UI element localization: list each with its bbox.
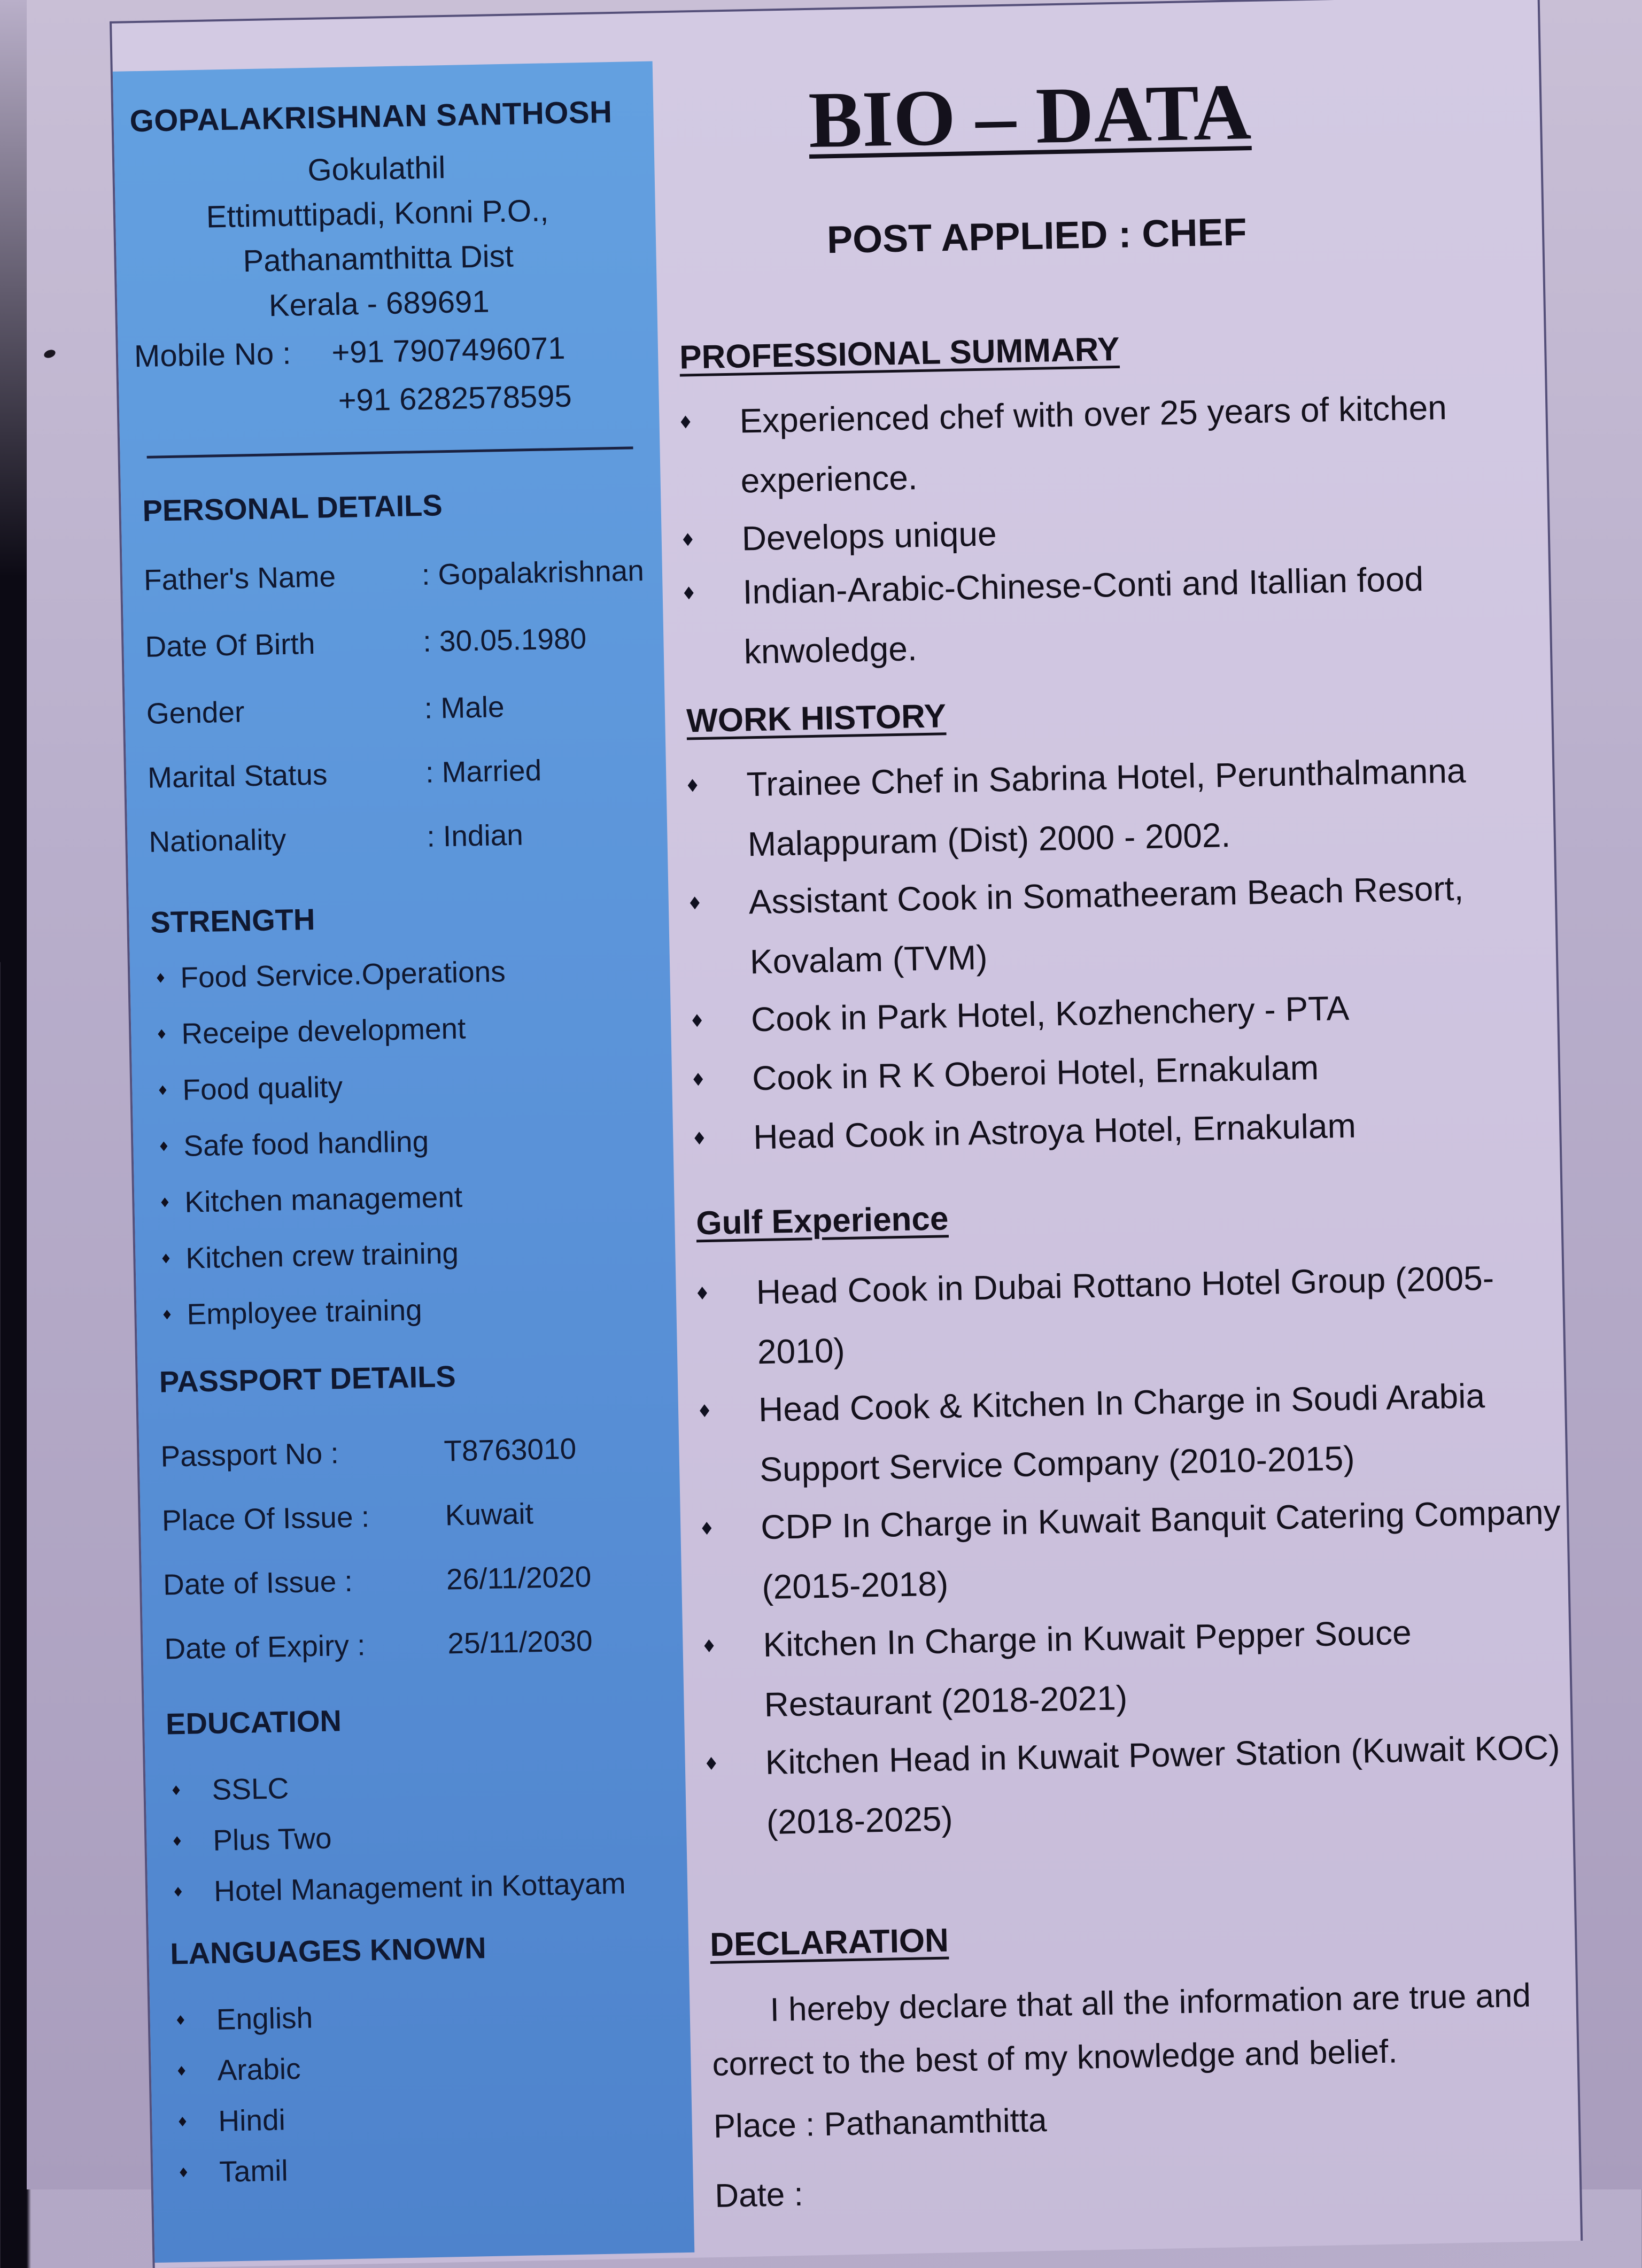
diamond-bullet-icon xyxy=(160,1141,167,1151)
diamond-bullet-icon xyxy=(162,1253,169,1263)
diamond-bullet-icon xyxy=(177,2015,184,2025)
diamond-bullet-icon xyxy=(683,533,693,546)
diamond-bullet-icon xyxy=(157,973,164,982)
address-line: Gokulathil xyxy=(307,150,446,188)
field-label: Marital Status xyxy=(147,757,328,794)
declaration-text: I hereby declare that all the information are true and correct to the best of my knowledge and belief. xyxy=(711,1977,1531,2084)
resume-page xyxy=(110,0,1583,2268)
diamond-bullet-icon xyxy=(692,1014,702,1027)
work-item: Assistant Cook in Somatheeram Beach Resort, Kovalam (TVM) xyxy=(690,856,1558,993)
field-value: : 30.05.1980 xyxy=(422,622,587,658)
diamond-bullet-icon xyxy=(694,1132,704,1144)
summary-item: Experienced chef with over 25 years of kitchen experience. xyxy=(680,376,1548,512)
divider xyxy=(147,446,633,458)
field-label: Nationality xyxy=(148,822,286,858)
field-label: Date of Issue : xyxy=(162,1564,353,1601)
education-item: SSLC xyxy=(172,1771,289,1807)
address-line: Kerala - 689691 xyxy=(268,284,490,323)
strength-item: Receipe development xyxy=(158,1011,466,1051)
personal-row xyxy=(146,690,505,731)
education-heading: EDUCATION xyxy=(165,1704,342,1741)
passport-heading: PASSPORT DETAILS xyxy=(159,1359,456,1399)
diamond-bullet-icon xyxy=(172,1785,180,1795)
main-content xyxy=(652,0,1581,2258)
field-label: Date of Expiry : xyxy=(164,1628,366,1666)
diamond-bullet-icon xyxy=(707,1757,716,1770)
mobile-label: Mobile No : xyxy=(134,336,291,374)
strength-item: Kitchen management xyxy=(161,1180,463,1220)
declaration-date: Date : xyxy=(714,2176,804,2215)
diamond-bullet-icon xyxy=(173,1836,181,1846)
diamond-bullet-icon xyxy=(174,1887,182,1897)
diamond-bullet-icon xyxy=(159,1085,166,1095)
strength-item: Employee training xyxy=(163,1292,422,1332)
mobile-row xyxy=(134,330,566,374)
diamond-bullet-icon xyxy=(179,2117,186,2126)
personal-details-heading: PERSONAL DETAILS xyxy=(142,488,443,528)
address-line: Pathanamthitta Dist xyxy=(242,238,514,279)
personal-row xyxy=(145,621,587,664)
personal-row xyxy=(149,817,524,858)
strength-item: Food Service.Operations xyxy=(157,954,506,995)
diamond-bullet-icon xyxy=(177,2066,185,2076)
education-item: Plus Two xyxy=(173,1821,332,1859)
diamond-bullet-icon xyxy=(680,415,690,428)
field-label: Date Of Birth xyxy=(144,626,315,663)
education-item: Hotel Management in Kottayam xyxy=(174,1866,626,1909)
declaration-heading: DECLARATION xyxy=(709,1922,949,1964)
strength-item: Kitchen crew training xyxy=(162,1236,459,1276)
mobile-number: +91 6282578595 xyxy=(338,378,572,418)
diamond-bullet-icon xyxy=(702,1522,711,1535)
summary-item: Indian-Arabic-Chinese-Conti and Itallian food knwoledge. xyxy=(684,546,1552,683)
language-item: Arabic xyxy=(177,2052,301,2088)
work-history-heading: WORK HISTORY xyxy=(686,698,947,740)
candidate-name: GOPALAKRISHNAN SANTHOSH xyxy=(129,94,613,139)
field-value: : Married xyxy=(425,753,542,789)
gulf-item: Kitchen Head in Kuwait Power Station (Kuwait KOC) (2018-2025) xyxy=(706,1717,1574,1853)
passport-row xyxy=(161,1496,533,1537)
diamond-bullet-icon xyxy=(163,1310,171,1319)
field-label: Passport No : xyxy=(160,1436,339,1473)
field-value: 25/11/2030 xyxy=(447,1624,593,1660)
work-item: Cook in Park Hotel, Kozhenchery - PTA xyxy=(692,974,1559,1050)
diamond-bullet-icon xyxy=(700,1404,709,1417)
strength-item: Food quality xyxy=(159,1070,343,1108)
photo-dark-edge xyxy=(0,0,27,962)
sidebar xyxy=(113,61,695,2263)
gulf-item: Head Cook in Dubai Rottano Hotel Group (2005-2010) xyxy=(697,1247,1565,1383)
strength-item: Safe food handling xyxy=(160,1124,429,1164)
language-item: Hindi xyxy=(179,2102,286,2139)
document-title: BIO – DATA xyxy=(808,67,1252,165)
language-item: English xyxy=(176,2000,313,2037)
field-value: 26/11/2020 xyxy=(446,1560,592,1596)
work-item: Trainee Chef in Sabrina Hotel, Perunthalmanna Malappuram (Dist) 2000 - 2002. xyxy=(687,739,1555,875)
personal-row xyxy=(148,753,542,795)
work-item: Cook in R K Oberoi Hotel, Ernakulam xyxy=(693,1033,1560,1109)
diamond-bullet-icon xyxy=(687,779,697,792)
field-value: T8763010 xyxy=(443,1431,577,1468)
field-value: Kuwait xyxy=(445,1497,534,1532)
personal-row xyxy=(143,553,644,597)
field-value: : Male xyxy=(424,690,505,725)
mobile-number: +91 7907496071 xyxy=(331,330,566,370)
passport-row xyxy=(160,1431,577,1474)
diamond-bullet-icon xyxy=(690,896,700,909)
diamond-bullet-icon xyxy=(158,1029,165,1039)
diamond-bullet-icon xyxy=(693,1073,703,1086)
field-label: Place Of Issue : xyxy=(161,1500,370,1537)
professional-summary-heading: PROFESSIONAL SUMMARY xyxy=(679,330,1120,376)
field-label: Father's Name xyxy=(143,560,336,597)
strength-heading: STRENGTH xyxy=(150,902,315,939)
passport-row xyxy=(163,1559,592,1601)
declaration-place: Place : Pathanamthitta xyxy=(713,2102,1048,2146)
gulf-item: CDP In Charge in Kuwait Banquit Catering Company (2015-2018) xyxy=(701,1482,1569,1618)
address-line: Ettimuttipadi, Konni P.O., xyxy=(206,193,549,235)
gulf-item: Head Cook & Kitchen In Charge in Soudi Arabia Support Service Company (2010-2015) xyxy=(699,1364,1567,1500)
diamond-bullet-icon xyxy=(161,1197,168,1207)
languages-heading: LANGUAGES KNOWN xyxy=(169,1931,487,1971)
field-value: : Gopalakrishnan xyxy=(421,554,645,591)
field-label: Gender xyxy=(146,695,245,730)
work-item: Head Cook in Astroya Hotel, Ernakulam xyxy=(694,1092,1561,1168)
diamond-bullet-icon xyxy=(704,1639,714,1652)
diamond-bullet-icon xyxy=(698,1287,707,1299)
gulf-experience-heading: Gulf Experience xyxy=(695,1200,949,1242)
field-value: : Indian xyxy=(426,818,524,853)
passport-row xyxy=(164,1623,593,1666)
diamond-bullet-icon xyxy=(684,586,694,599)
gulf-item: Kitchen In Charge in Kuwait Pepper Souce Restaurant (2018-2021) xyxy=(703,1599,1571,1736)
summary-item: Develops unique xyxy=(683,493,1550,569)
diamond-bullet-icon xyxy=(180,2168,187,2177)
language-item: Tamil xyxy=(180,2153,289,2189)
post-applied: POST APPLIED : CHEF xyxy=(826,211,1248,262)
